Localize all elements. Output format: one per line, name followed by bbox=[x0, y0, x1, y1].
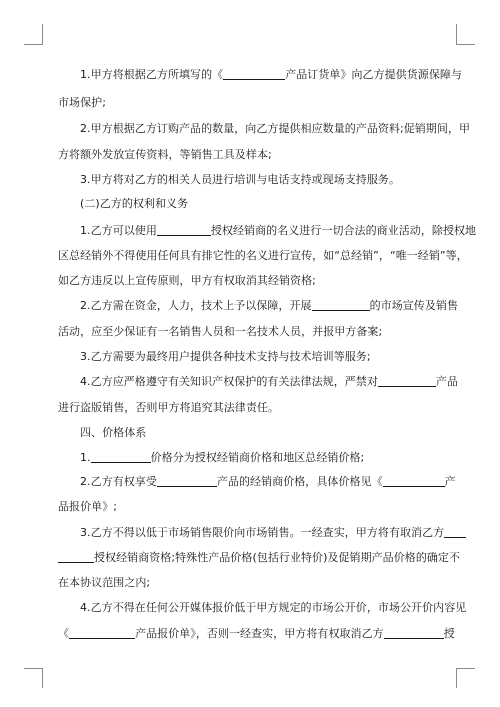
text-segment: 活动，应至少保证有一名销售人员和一名技术人员，并报甲方备案; bbox=[58, 325, 383, 338]
text-segment: 产 bbox=[444, 475, 456, 488]
text-segment: 市场保护; bbox=[58, 96, 106, 109]
text-segment: 授权经销商的名义进行一切合法的商业活动，除授权地 bbox=[210, 224, 477, 237]
text-segment: 方将额外发放宣传资料，等销售工具及样本; bbox=[58, 148, 272, 161]
fill-blank bbox=[69, 627, 135, 639]
fill-blank bbox=[157, 475, 217, 487]
text-line bbox=[80, 375, 468, 388]
text-segment: 产品的经销商价格，具体价格见《 bbox=[216, 475, 383, 488]
text-line bbox=[58, 274, 446, 287]
text-line bbox=[80, 224, 477, 237]
text-segment: 价格分为授权经销商价格和地区总经销价格; bbox=[150, 451, 365, 464]
text-line bbox=[58, 551, 461, 564]
text-line bbox=[58, 249, 468, 262]
text-line bbox=[80, 68, 468, 81]
text-segment: 1.乙方可以使用 bbox=[80, 224, 157, 237]
text-line bbox=[80, 173, 468, 186]
text-segment: 3.乙方需要为最终用户提供各种技术支持与技术培训等服务; bbox=[80, 350, 371, 363]
text-line bbox=[80, 350, 468, 363]
fill-blank bbox=[384, 627, 444, 639]
text-line bbox=[58, 627, 455, 640]
text-line bbox=[58, 401, 446, 414]
fill-blank bbox=[157, 224, 211, 236]
text-line bbox=[80, 451, 468, 464]
text-segment: 授权经销商资格;特殊性产品价格(包括行业特价)及促销期产品价格的确定不 bbox=[94, 551, 461, 564]
text-line bbox=[58, 96, 446, 109]
text-line bbox=[58, 576, 446, 589]
text-segment: 1. bbox=[80, 451, 91, 464]
text-segment: 的市场宣传及销售 bbox=[369, 299, 458, 312]
fill-blank bbox=[223, 68, 285, 80]
text-segment: 4.乙方不得在任何公开媒体报价低于甲方规定的市场公开价，市场公开价内容见 bbox=[80, 601, 467, 614]
text-segment: 如乙方违反以上宣传原则，甲方有权取消其经销资格; bbox=[58, 274, 316, 287]
text-line bbox=[80, 601, 468, 614]
text-line bbox=[58, 325, 446, 338]
text-segment: 区总经销外不得使用任何具有排它性的名义进行宣传，如“总经销”，“唯一经销”等， bbox=[58, 249, 468, 262]
section-heading bbox=[80, 197, 468, 210]
text-segment: 1.甲方将根据乙方所填写的《 bbox=[80, 68, 224, 81]
text-segment: 产品 bbox=[435, 375, 459, 388]
text-line bbox=[80, 475, 468, 488]
text-segment: 在本协议范围之内; bbox=[58, 576, 151, 589]
fill-blank bbox=[378, 375, 436, 387]
text-segment: 4.乙方应严格遵守有关知识产权保护的有关法律法规，严禁对 bbox=[80, 375, 378, 388]
fill-blank bbox=[312, 299, 370, 311]
fill-blank bbox=[444, 526, 466, 538]
fill-blank bbox=[383, 475, 445, 487]
text-segment: (二)乙方的权利和义务 bbox=[80, 197, 189, 210]
fill-blank bbox=[91, 451, 151, 463]
text-line bbox=[80, 526, 468, 539]
text-segment: 产品订货单》向乙方提供货源保障与 bbox=[285, 68, 463, 81]
text-segment: 3.甲方将对乙方的相关人员进行培训与电话支持或现场支持服务。 bbox=[80, 173, 400, 186]
text-segment: 3.乙方不得以低于市场销售限价向市场销售。一经查实，甲方将有取消乙方 bbox=[80, 526, 445, 539]
text-segment: 产品报价单》，否则一经查实，甲方将有权取消乙方 bbox=[135, 627, 384, 640]
text-segment: 《 bbox=[58, 627, 70, 640]
text-segment: 授 bbox=[443, 627, 455, 640]
fill-blank bbox=[58, 551, 94, 563]
text-line bbox=[80, 122, 471, 135]
text-segment: 四、价格体系 bbox=[80, 426, 147, 439]
text-line bbox=[80, 299, 468, 312]
text-line bbox=[58, 148, 446, 161]
section-heading bbox=[80, 426, 468, 439]
text-segment: 2.乙方有权享受 bbox=[80, 475, 157, 488]
text-line bbox=[58, 500, 446, 513]
text-segment: 进行盗版销售，否则甲方将追究其法律责任。 bbox=[58, 401, 279, 414]
text-segment: 品报价单》; bbox=[58, 500, 118, 513]
text-segment: 2.甲方根据乙方订购产品的数量，向乙方提供相应数量的产品资料;促销期间，甲 bbox=[80, 122, 471, 135]
text-segment: 2.乙方需在资金，人力，技术上予以保障，开展 bbox=[80, 299, 312, 312]
